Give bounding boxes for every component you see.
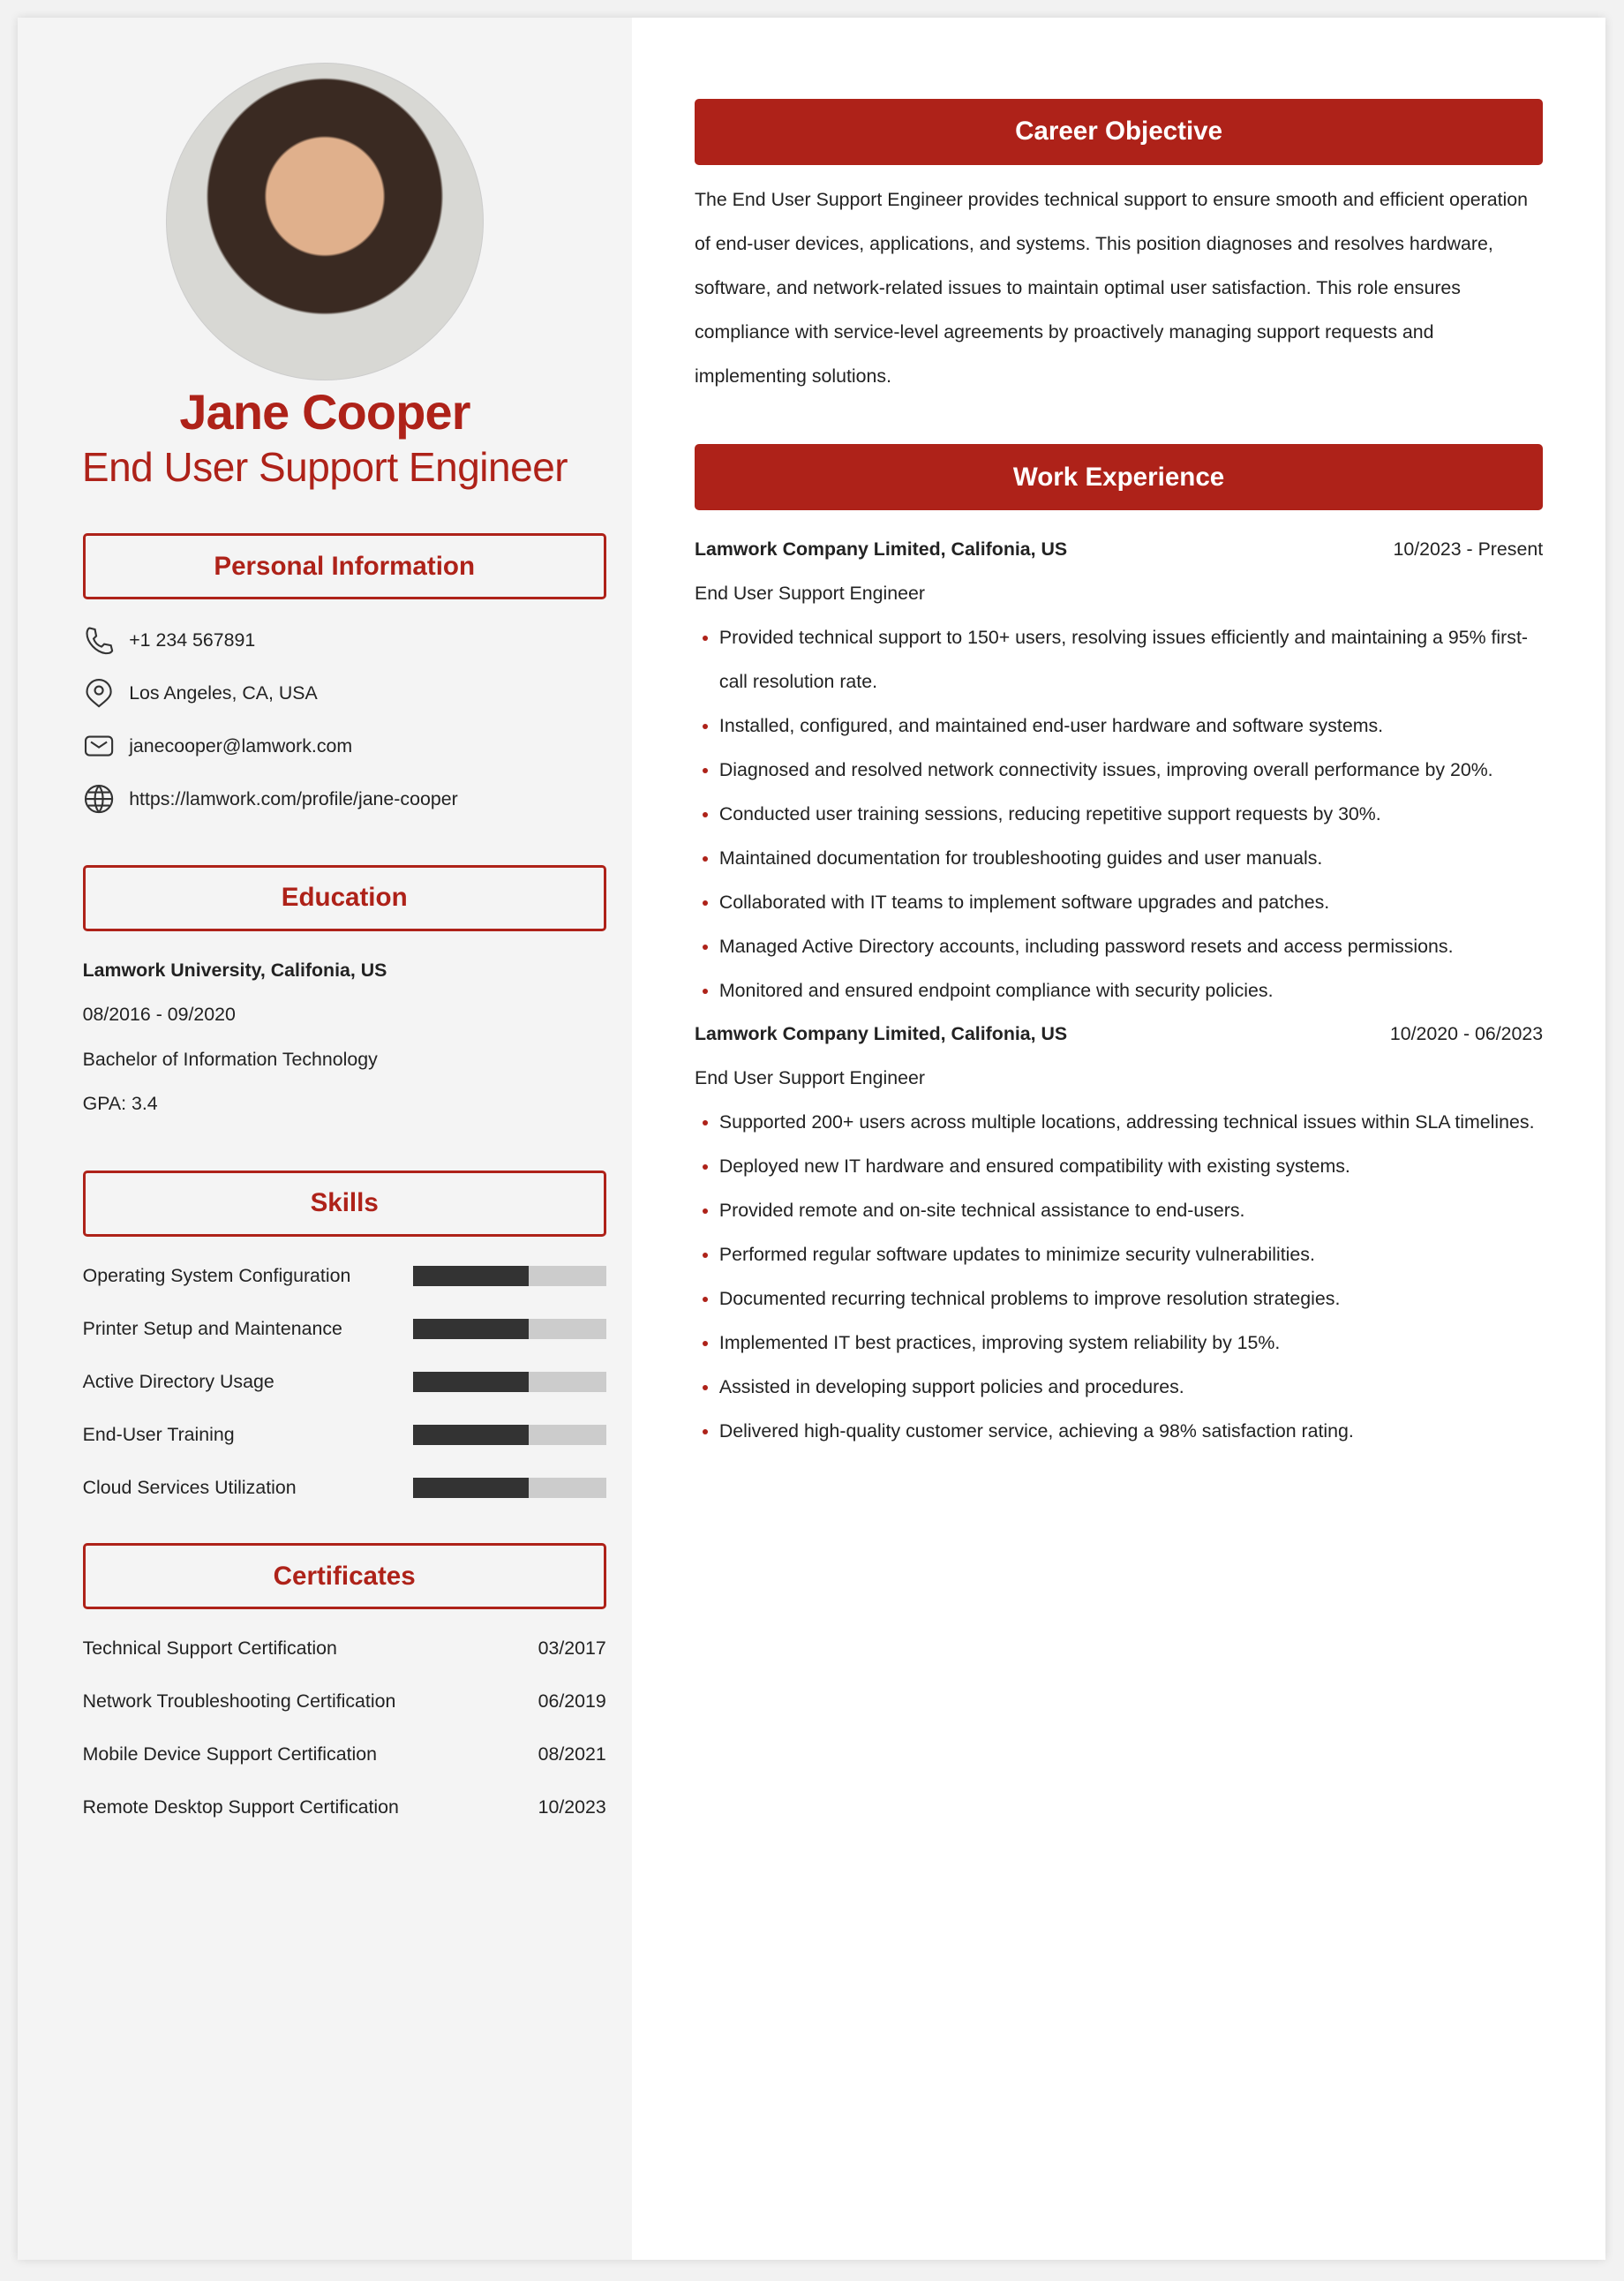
certificate-row [83,1728,606,1781]
skills-list [18,1250,633,1515]
skill-level-fill [413,1266,529,1286]
job-role: End User Support Engineer [694,582,925,604]
skill-level-bar [413,1372,606,1392]
certificate-date: 06/2019 [538,1690,606,1713]
certificate-date: 08/2021 [538,1743,606,1765]
jobs-list [695,528,1543,1454]
education-dates: 08/2016 - 09/2020 [82,1004,236,1026]
job-bullet: • Installed, configured, and maintained end-user hardware and software systems. [719,704,1543,749]
career-objective-heading: Career Objective [695,99,1543,166]
skill-row [83,1250,606,1303]
certificate-date: 03/2017 [538,1637,606,1660]
skill-name: End-User Training [82,1423,235,1445]
skill-name: Active Directory Usage [82,1370,274,1392]
phone-icon [83,624,115,656]
main-content [632,18,1605,2260]
certificate-name: Mobile Device Support Certification [82,1743,377,1765]
job-bullet: • Provided remote and on-site technical assistance to end-users. [719,1189,1543,1233]
email-row [83,719,606,772]
phone-row [83,614,606,666]
skill-level-bar [413,1425,606,1445]
certificate-row [83,1622,606,1675]
skill-name: Cloud Services Utilization [82,1476,297,1498]
website[interactable]: https://lamwork.com/profile/jane-cooper [129,787,458,809]
skill-level-bar [413,1478,606,1498]
skills-heading: Skills [83,1171,606,1237]
website-row [83,772,606,825]
job-role: End User Support Engineer [694,1067,925,1089]
skill-level-fill [413,1425,529,1445]
school: Lamwork University, Califonia, US [82,960,387,982]
skill-level-fill [413,1478,529,1498]
skill-row [83,1461,606,1514]
location-pin-icon [83,677,115,709]
job-bullet: • Monitored and ensured endpoint compliance with security policies. [719,969,1543,1013]
job-bullet: • Provided technical support to 150+ users, resolving issues efficiently and maintaining a 95% first-call resolution rate. [719,616,1543,704]
company: Lamwork Company Limited, Califonia, US [694,1023,1068,1045]
job-bullet: • Performed regular software updates to minimize security vulnerabilities. [719,1233,1543,1277]
skill-level-fill [413,1319,529,1339]
skill-row [83,1408,606,1461]
skill-name: Printer Setup and Maintenance [82,1317,342,1339]
career-objective-text: The End User Support Engineer provides technical support to ensure smooth and efficient operation of end-user devices, applications, and systems. This position diagnoses and resolves hardware, software, and network-related issues to maintain optimal user satisfaction. This role ensures compliance with service-level agreements by proactively managing support requests and implementing solutions. [694,189,1529,387]
skill-level-fill [413,1372,529,1392]
job-bullet: • Conducted user training sessions, reducing repetitive support requests by 30%. [719,793,1543,837]
job-entry [695,528,1543,1013]
job-bullet: • Managed Active Directory accounts, including password resets and access permissions. [719,925,1543,969]
certificate-name: Remote Desktop Support Certification [82,1796,399,1818]
job-dates: 10/2023 - Present [1393,538,1544,560]
skill-row [83,1355,606,1408]
skill-level-bar [413,1266,606,1286]
job-bullet: • Diagnosed and resolved network connectivity issues, improving overall performance by 20%. [719,749,1543,793]
job-bullet: • Implemented IT best practices, improving system reliability by 15%. [719,1321,1543,1366]
job-bullet: • Documented recurring technical problems to improve resolution strategies. [719,1277,1543,1321]
company: Lamwork Company Limited, Califonia, US [694,538,1068,560]
job-entry [695,1013,1543,1454]
job-dates: 10/2020 - 06/2023 [1389,1023,1544,1045]
gpa: GPA: 3.4 [82,1092,158,1114]
profile-photo [166,63,484,380]
sidebar [18,18,633,2260]
job-bullet: • Delivered high-quality customer service, achieving a 98% satisfaction rating. [719,1410,1543,1454]
work-experience-heading: Work Experience [695,444,1543,511]
certificate-row [83,1781,606,1834]
mail-icon [83,730,115,762]
certificate-row [83,1675,606,1728]
skill-row [83,1302,606,1355]
education-entry [83,948,633,1125]
skill-name: Operating System Configuration [82,1264,351,1286]
name: Jane Cooper [179,384,470,440]
job-bullet: • Deployed new IT hardware and ensured compatibility with existing systems. [719,1145,1543,1189]
certificates-list [18,1622,633,1834]
job-bullets [695,1101,1543,1454]
phone: +1 234 567891 [129,629,256,651]
resume [18,18,1605,2260]
globe-icon [83,783,115,815]
certificate-name: Technical Support Certification [82,1637,337,1660]
skill-level-bar [413,1319,606,1339]
certificates-heading: Certificates [83,1543,606,1609]
job-title: End User Support Engineer [81,444,568,491]
location: Los Angeles, CA, USA [129,681,318,704]
degree: Bachelor of Information Technology [82,1048,378,1070]
personal-info-heading: Personal Information [83,533,606,599]
job-bullet: • Supported 200+ users across multiple locations, addressing technical issues within SLA timelines. [719,1101,1543,1145]
job-bullet: • Maintained documentation for troubleshooting guides and user manuals. [719,837,1543,881]
job-bullet: • Assisted in developing support policies and procedures. [719,1366,1543,1410]
email[interactable]: janecooper@lamwork.com [129,734,353,757]
job-bullets [695,616,1543,1013]
certificate-name: Network Troubleshooting Certification [82,1690,396,1713]
education-heading: Education [83,865,606,931]
job-bullet: • Collaborated with IT teams to implement software upgrades and patches. [719,881,1543,925]
certificate-date: 10/2023 [538,1796,606,1818]
location-row [83,666,606,719]
